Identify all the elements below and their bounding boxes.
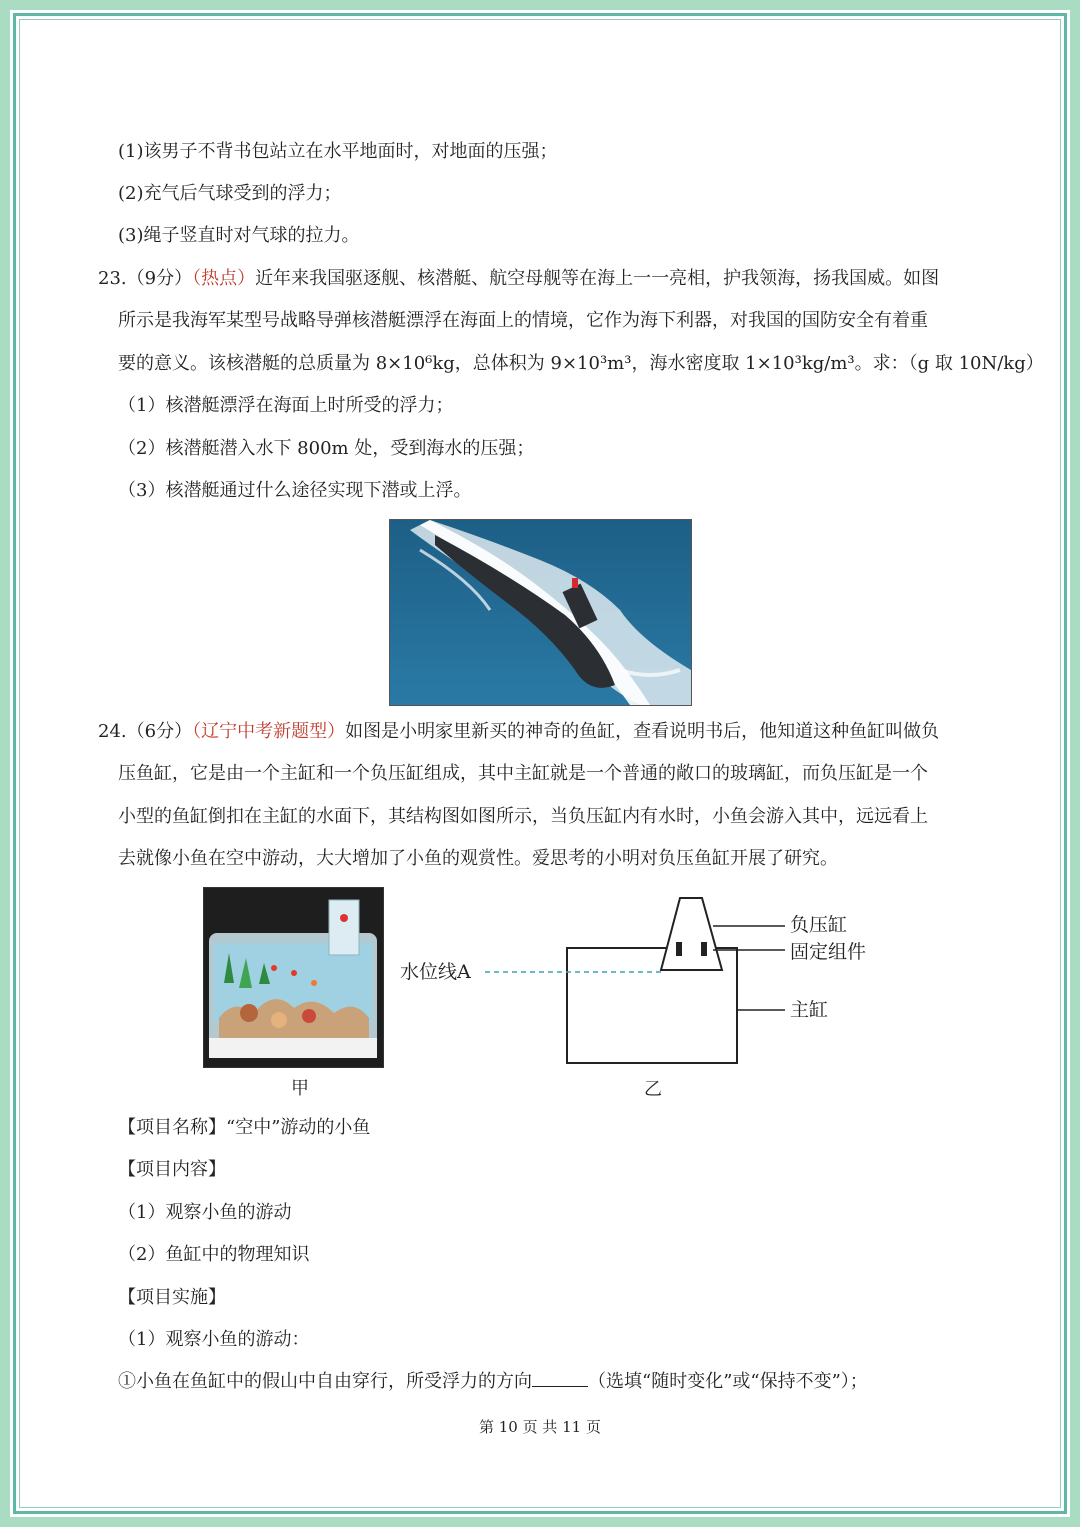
q23-item-1: （1）核潜艇漂浮在海面上时所受的浮力； [118, 395, 454, 416]
q24-number: 24.（6分） [98, 721, 193, 742]
aquarium-photo [203, 887, 384, 1068]
content-item-2: （2）鱼缸中的物理知识 [118, 1244, 310, 1265]
project-name: 【项目名称】“空中”游动的小鱼 [118, 1117, 371, 1138]
q22-item-1: (1)该男子不背书包站立在水平地面时，对地面的压强； [118, 141, 558, 162]
q23-line-1 [98, 267, 939, 291]
negative-pressure-tank-shape [661, 898, 722, 970]
label-negative-tank: 负压缸 [790, 914, 848, 936]
page-footer: 第 10 页 共 11 页 [478, 1418, 601, 1436]
impl-item-1: （1）观察小鱼的游动： [118, 1329, 310, 1350]
q23-line1-text: 近年来我国驱逐舰、核潜艇、航空母舰等在海上一一亮相，护我领海，扬我国威。如图 [255, 268, 940, 289]
label-fixed-part: 固定组件 [790, 941, 867, 963]
q22-item-3: (3)绳子竖直时对气球的拉力。 [118, 225, 360, 246]
q23-tag: （热点） [192, 268, 256, 289]
figure-jia-caption: 甲 [291, 1078, 309, 1099]
q24-line-3: 小型的鱼缸倒扣在主缸的水面下，其结构图如图所示，当负压缸内有水时，小鱼会游入其中，远远看上 [118, 806, 928, 827]
q24-line-4: 去就像小鱼在空中游动，大大增加了小鱼的观赏性。爱思考的小明对负压鱼缸开展了研究。 [118, 848, 838, 869]
fixing-part-left [676, 942, 682, 956]
submarine-illustration [390, 520, 691, 705]
label-water-line: 水位线A [400, 961, 471, 983]
figure-yi-caption: 乙 [644, 1079, 662, 1100]
aquarium-illustration [204, 888, 383, 1067]
submarine-photo [389, 519, 692, 706]
fill-question-options: （选填“随时变化”或“保持不变”）； [588, 1371, 868, 1392]
fill-in-question [118, 1370, 868, 1394]
project-impl-heading: 【项目实施】 [118, 1287, 226, 1308]
q24-line-2: 压鱼缸，它是由一个主缸和一个负压缸组成，其中主缸就是一个普通的敞口的玻璃缸，而负压缸是一个 [118, 763, 928, 784]
label-main-tank: 主缸 [790, 999, 829, 1021]
content-item-1: （1）观察小鱼的游动 [118, 1202, 292, 1223]
q23-line-3: 要的意义。该核潜艇的总质量为 8×10⁶kg，总体积为 9×10³m³，海水密度取 1×10³kg/m³。求：（g 取 10N/kg） [118, 353, 1044, 374]
q24-line1-text: 如图是小明家里新买的神奇的鱼缸，查看说明书后，他知道这种鱼缸叫做负 [345, 721, 940, 742]
project-content-heading: 【项目内容】 [118, 1159, 226, 1180]
fixing-part-right [701, 942, 707, 956]
q24-tag: （辽宁中考新题型） [192, 721, 346, 742]
answer-blank[interactable] [532, 1370, 588, 1387]
q23-item-2: （2）核潜艇潜入水下 800m 处，受到海水的压强； [118, 438, 535, 459]
q23-number: 23.（9分） [98, 268, 193, 289]
q24-line-1 [98, 720, 939, 744]
q23-line-2: 所示是我海军某型号战略导弹核潜艇漂浮在海面上的情境，它作为海下利器，对我国的国防安全有着重 [118, 310, 928, 331]
fill-question-text: ①小鱼在鱼缸中的假山中自由穿行，所受浮力的方向 [118, 1371, 532, 1392]
q23-item-3: （3）核潜艇通过什么途径实现下潜或上浮。 [118, 480, 472, 501]
q22-item-2: (2)充气后气球受到的浮力； [118, 183, 342, 204]
